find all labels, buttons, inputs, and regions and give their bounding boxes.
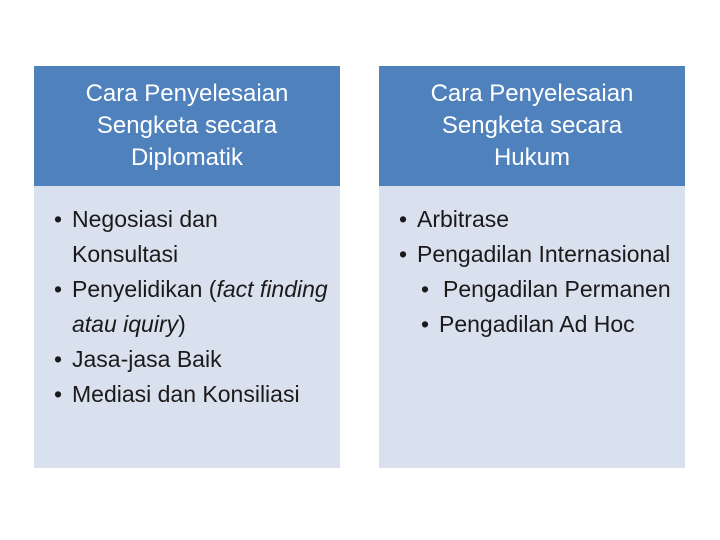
list-item-negotiation: • Negosiasi dan Konsultasi — [50, 202, 328, 272]
legal-settlement-column — [379, 66, 685, 468]
list-item-mediation: • Mediasi dan Konsiliasi — [50, 377, 328, 412]
list-subitem-ad-hoc-court: • Pengadilan Ad Hoc — [395, 307, 673, 342]
header-line: Hukum — [493, 144, 570, 171]
diplomatic-settlement-column — [34, 66, 340, 468]
diplomatic-column-body — [34, 186, 340, 468]
list-item-good-offices: • Jasa-jasa Baik — [50, 342, 328, 377]
legal-column-header — [379, 66, 685, 186]
header-line: Sengketa secara — [441, 112, 623, 139]
header-line: Cara Penyelesaian — [85, 80, 289, 107]
header-line: Cara Penyelesaian — [430, 80, 634, 107]
header-line: Sengketa secara — [96, 112, 278, 139]
list-item-inquiry: • Penyelidikan (fact finding atau iquiry) — [50, 272, 328, 342]
diplomatic-column-header — [34, 66, 340, 186]
legal-column-body — [379, 186, 685, 468]
list-item-international-court: • Pengadilan Internasional — [395, 237, 673, 272]
header-line: Diplomatik — [130, 144, 243, 171]
list-item-arbitration: • Arbitrase — [395, 202, 673, 237]
list-subitem-permanent-court: • Pengadilan Permanen — [395, 272, 673, 307]
